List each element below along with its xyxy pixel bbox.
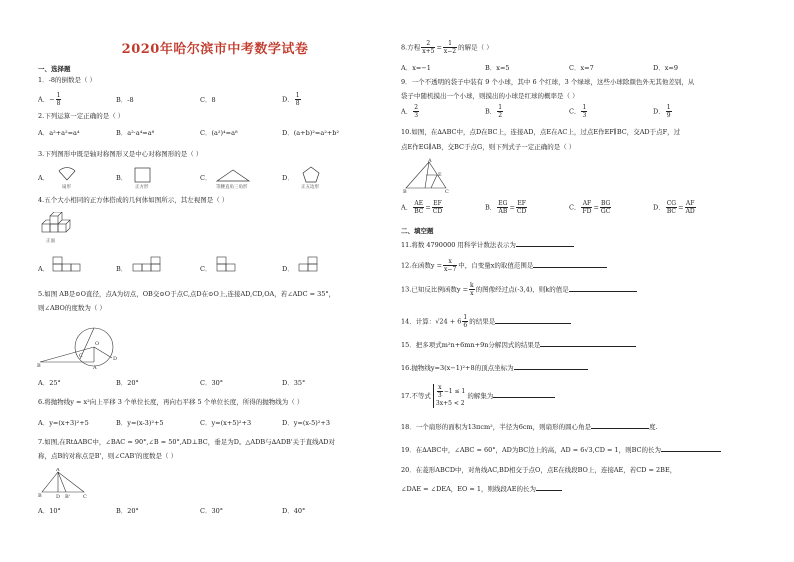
q7-stem-line2: 称，点B的对称点是B'，则∠CAB'的度数是（ ） — [38, 452, 178, 460]
q5-stem-line2: 则∠ABO的度数为（ ） — [38, 304, 106, 312]
q8-option-b: B．x=5 — [485, 64, 510, 72]
section-choice-heading: 一、选择题 — [38, 65, 71, 73]
q3-option-c-label: C． — [200, 174, 212, 182]
q2-option-b: B．a²·a⁴=a⁸ — [116, 129, 155, 137]
q20-stem-line1: 20．在菱形ABCD中，对角线AC,BD相交于点O，点E在线段BO上，连接AE，若CD = 2BE， — [401, 466, 677, 474]
triangle-figure — [216, 168, 250, 182]
q5-option-b: B．20° — [116, 379, 139, 387]
pentagon-caption: 正五边形 — [301, 185, 319, 190]
circle-tangent-figure — [36, 320, 126, 370]
pentagon-figure — [302, 166, 320, 183]
q19-stem: 19．在∆ABC中，∠ABC = 60°，AD为BC边上的高，AD = 6√3,CD = 1，则BC的长为 — [401, 445, 721, 455]
q9-option-b: B． $\frac{1}{2}$ — [485, 104, 503, 119]
q5-option-a: A．25° — [38, 379, 61, 387]
q18-stem: 18．一个扇形的面积为13πcm²，半径为6cm，则扇形的圆心角是 度. — [401, 423, 658, 431]
q14-stem: 14．计算：√24 + 6 $\frac{1}{6}$ 的结果是 — [401, 314, 571, 329]
q6-options — [38, 418, 378, 428]
triangle-parallel-figure — [403, 158, 449, 194]
svg-text:B': B' — [65, 494, 71, 498]
sector-figure — [56, 166, 78, 182]
q8-option-a: A．x=−1 — [401, 64, 431, 72]
q6-stem: 6.将抛物线y = x²向上平移 3 个单位长度，再向右平移 5 个单位长度，所得的抛物线为（ ） — [38, 398, 304, 406]
q10-stem-line1: 10.如图，在∆ABC中，点D在BC上，连接AD，点E在AC上，过点E作EF∥BC，交AD于点F，过 — [401, 128, 681, 136]
q9-stem-line1: 9．一个不透明的袋子中装有 9 个小球，其中 6 个红球，3 个绿球，这些小球除颜色外无其他差别，从 — [401, 78, 695, 86]
q12-stem: 12.在函数y = $\frac{x}{x-7}$ 中，自变量x的取值范围是 — [401, 258, 607, 273]
svg-text:A: A — [56, 468, 60, 473]
q4-option-b-label: B． — [116, 265, 128, 273]
q5-option-d: D．35° — [282, 379, 306, 387]
q7-options — [38, 506, 378, 516]
right-triangle-figure — [38, 468, 88, 498]
section-fill-heading: 二、填空题 — [401, 227, 434, 235]
square-figure — [134, 167, 152, 183]
svg-text:A: A — [428, 158, 432, 164]
svg-text:A: A — [93, 365, 97, 370]
svg-text:E: E — [438, 172, 442, 178]
q7-option-d: D．40° — [282, 507, 306, 515]
triangle-caption: 等腰直角三角形 — [216, 185, 248, 190]
q4-option-c-label: C． — [200, 265, 212, 273]
front-caption: 正面 — [46, 239, 55, 244]
q7-stem-line1: 7.如图,在Rt∆ABC中，∠BAC = 90°,∠B = 50°,AD⊥BC，垂足为D。△ADB与∆ADB'关于直线AD对 — [38, 438, 336, 446]
svg-text:C: C — [79, 353, 83, 359]
svg-text:D: D — [56, 494, 61, 498]
q5-stem-line1: 5.如图 AB是⊙O直径，点A为切点，OB交⊙O于点C,点D在⊙O上,连接AD,CD,OA，若∠ADC = 35°， — [38, 290, 336, 298]
q3-option-b-label: B． — [116, 174, 128, 182]
q2-option-c: C．(a²)⁴=a⁸ — [200, 129, 238, 137]
q20-stem-line2: ∠DAE = ∠DEA，EO = 1，则线段AE的长为 — [401, 484, 562, 494]
q17-stem: 17.不等式 $\frac{x}{3}$ −1 ≤ 1 3x+5 < 2 的解集为 — [401, 384, 555, 408]
view-b-figure — [132, 256, 162, 272]
square-caption: 正方形 — [135, 185, 149, 190]
q9-option-a: A． $\frac{2}{3}$ — [401, 104, 419, 119]
q10-stem-line2: 点E作EG∥AB，交BC于点G，则下列式子一定正确的是（ ） — [401, 143, 576, 151]
q10-option-d: D． $\frac{CG}{BC}$ = $\frac{AF}{AD}$ — [653, 200, 695, 215]
q10-option-b: B． $\frac{EG}{AB}$ = $\frac{EF}{CD}$ — [485, 200, 527, 215]
svg-text:D: D — [113, 356, 118, 362]
svg-text:B: B — [38, 493, 42, 498]
svg-text:C: C — [445, 189, 449, 194]
q10-option-a: A． $\frac{AE}{BC}$ = $\frac{EF}{CD}$ — [401, 200, 443, 215]
svg-text:B: B — [37, 363, 41, 369]
q2-stem: 2.下列运算一定正确的是（ ） — [38, 112, 125, 120]
q2-options — [38, 128, 378, 138]
svg-text:C: C — [83, 494, 87, 498]
q3-option-a-label: A． — [38, 174, 50, 182]
q1-option-a: A．− $\frac{1}{8}$ — [38, 92, 61, 107]
q8-option-c: C．x=7 — [569, 64, 594, 72]
q15-stem: 15．把多项式m²n+6mn+9n分解因式的结果是 — [401, 340, 636, 350]
q10-option-c: C． $\frac{AF}{FD}$ = $\frac{BG}{GC}$ — [569, 200, 611, 215]
q3-stem: 3.下列图形中既是轴对称图形又是中心对称图形的是（ ） — [38, 150, 203, 158]
q11-stem: 11.将数 4790000 用科学计数法表示为 — [401, 240, 574, 250]
q4-stem: 4.五个大小相同的正方体搭成的几何体如图所示，其左视图是（ ） — [38, 196, 229, 204]
q4-option-a-label: A． — [38, 265, 50, 273]
q8-option-d: D．x=9 — [653, 64, 678, 72]
q2-option-d: D．(a+b)²=a²+b² — [282, 129, 340, 137]
q6-option-a: A．y=(x+3)²+5 — [38, 419, 89, 427]
q9-option-d: D． $\frac{1}{9}$ — [653, 104, 671, 119]
q10-options — [401, 200, 761, 220]
q8-options — [401, 63, 761, 73]
q1-option-d: D． $\frac{1}{8}$ — [282, 92, 300, 107]
svg-text:O: O — [95, 341, 100, 347]
view-a-figure — [52, 256, 82, 272]
q7-option-c: C．30° — [200, 507, 223, 515]
q16-stem: 16.抛物线y=3(x−1)²+8的顶点坐标为 — [401, 363, 588, 373]
q1-stem: 1．-8的倒数是（ ） — [38, 76, 97, 84]
view-d-figure — [298, 256, 320, 272]
q1-option-c: C．8 — [200, 96, 216, 104]
q5-options — [38, 378, 378, 388]
q6-option-c: C．y=(x+5)²+3 — [200, 419, 252, 427]
sector-caption: 扇形 — [62, 185, 71, 190]
q9-options — [401, 104, 761, 122]
q8-stem: 8.方程 $\frac{2}{x+5}$ = $\frac{1}{x-2}$ 的解是（ ） — [401, 40, 493, 55]
q4-option-d-label: D． — [282, 265, 294, 273]
q7-option-a: A．10° — [38, 507, 61, 515]
q13-stem: 13.已知反比例函数y = $\frac{k}{x}$ 的图像经过点(-3,4)，则k的值是 — [401, 282, 637, 297]
q3-option-d-label: D． — [282, 174, 294, 182]
page-title: 2020年哈尔滨市中考数学试卷 — [121, 42, 309, 57]
right-column — [395, 0, 794, 562]
q2-option-a: A．a²+a²=a⁴ — [38, 129, 80, 137]
q9-stem-line2: 袋子中随机摸出一个小球，则摸出的小球是红球的概率是（ ） — [401, 92, 579, 100]
q6-option-b: B．y=(x-3)²+5 — [116, 419, 164, 427]
cube-solid-figure — [40, 212, 76, 238]
svg-text:B: B — [403, 189, 407, 194]
view-c-figure — [216, 256, 238, 272]
q7-option-b: B．20° — [116, 507, 139, 515]
left-column — [0, 0, 395, 562]
q9-option-c: C． $\frac{1}{3}$ — [569, 104, 587, 119]
q5-option-c: C．30° — [200, 379, 223, 387]
q1-options — [38, 92, 378, 106]
q1-option-b: B．-8 — [116, 96, 134, 104]
q6-option-d: D．y=(x-5)²+3 — [282, 419, 330, 427]
